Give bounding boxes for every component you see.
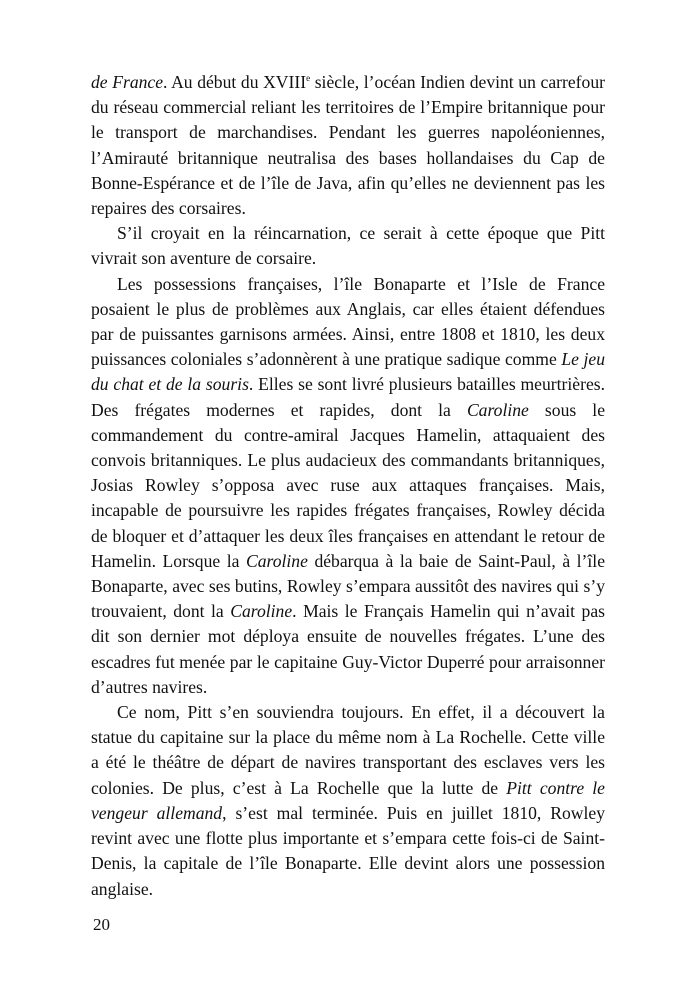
text-run: siècle, l’océan Indien devint un carrefour du réseau commercial reliant les territoires de l’Empire britannique pour le transport de marchandises. Pendant les guerres napoléoniennes, l’Amirauté britannique neutralisa des bases hollandaises du Cap de Bonne-Espérance et de l’île de Java, afin qu’elles ne deviennent pas les repaires des corsaires. — [91, 72, 605, 219]
text-run: sous le commandement du contre-amiral Jacques Hamelin, attaquaient des convois britanniques. Le plus audacieux des commandants britanniques, Josias Rowley s’opposa avec ruse aux attaques françaises. Mais, incapable de poursuivre les rapides frégates françaises, Rowley décida de bloquer et d’attaquer les deux îles françaises en attendant le retour de Hamelin. Lorsque la — [91, 399, 606, 571]
text-run: , s’est mal terminée. Puis en juillet 1810, Rowley revint avec une flotte plus importante et s’empara cette fois-ci de Saint-Denis, la capitale de l’île Bonaparte. Elle devint alors une possession anglaise. — [91, 802, 605, 899]
text-run: débarqua à la baie de Saint-Paul, à l’île Bonaparte, avec ses butins, Rowley s’empara aussitôt des navires qui s’y trouvaient, dont la — [91, 550, 606, 622]
text-run: . Elles se sont livré plusieurs batailles meurtrières. Des frégates modernes et rapides, dont la — [91, 374, 606, 420]
italic-run: Pitt contre le vengeur allemand — [91, 777, 605, 823]
page-body — [91, 70, 605, 902]
italic-run: de France — [91, 72, 164, 92]
paragraph-2 — [91, 221, 605, 271]
italic-run: Caroline — [245, 550, 308, 571]
text-run: Les possessions françaises, l’île Bonaparte et l’Isle de France posaient le plus de problèmes aux Anglais, car elles étaient défendues par de puissantes garnisons armées. Ainsi, entre 1808 et 1810, les deux puissances coloniales s’adonnèrent à une pratique sadique comme — [91, 273, 605, 370]
paragraph-1 — [91, 70, 605, 221]
text-run: Ce nom, Pitt s’en souviendra toujours. En effet, il a découvert la statue du capitaine sur la place du même nom à La Rochelle. Cette ville a été le théâtre de départ de navires transportant des esclaves vers les colonies. De plus, c’est à La Rochelle que la lutte de — [91, 702, 605, 798]
text-run: . Au début du XVIII — [163, 72, 307, 92]
italic-run: Caroline — [466, 399, 529, 420]
text-run: . Mais le Français Hamelin qui n’avait pas dit son dernier mot déploya ensuite de nouvelles frégates. L’une des escadres fut menée par le capitaine Guy-Victor Duperré pour arraisonner d’autres navires. — [91, 601, 605, 697]
page-number: 20 — [93, 915, 110, 934]
paragraph-4 — [91, 700, 605, 902]
italic-run: Le jeu du chat et de la souris — [91, 349, 605, 395]
text-run: S’il croyait en la réincarnation, ce serait à cette époque que Pitt vivrait son aventure de corsaire. — [91, 223, 605, 269]
italic-run: Caroline — [230, 601, 293, 622]
paragraph-3 — [91, 272, 605, 700]
superscript-run: e — [306, 73, 311, 84]
